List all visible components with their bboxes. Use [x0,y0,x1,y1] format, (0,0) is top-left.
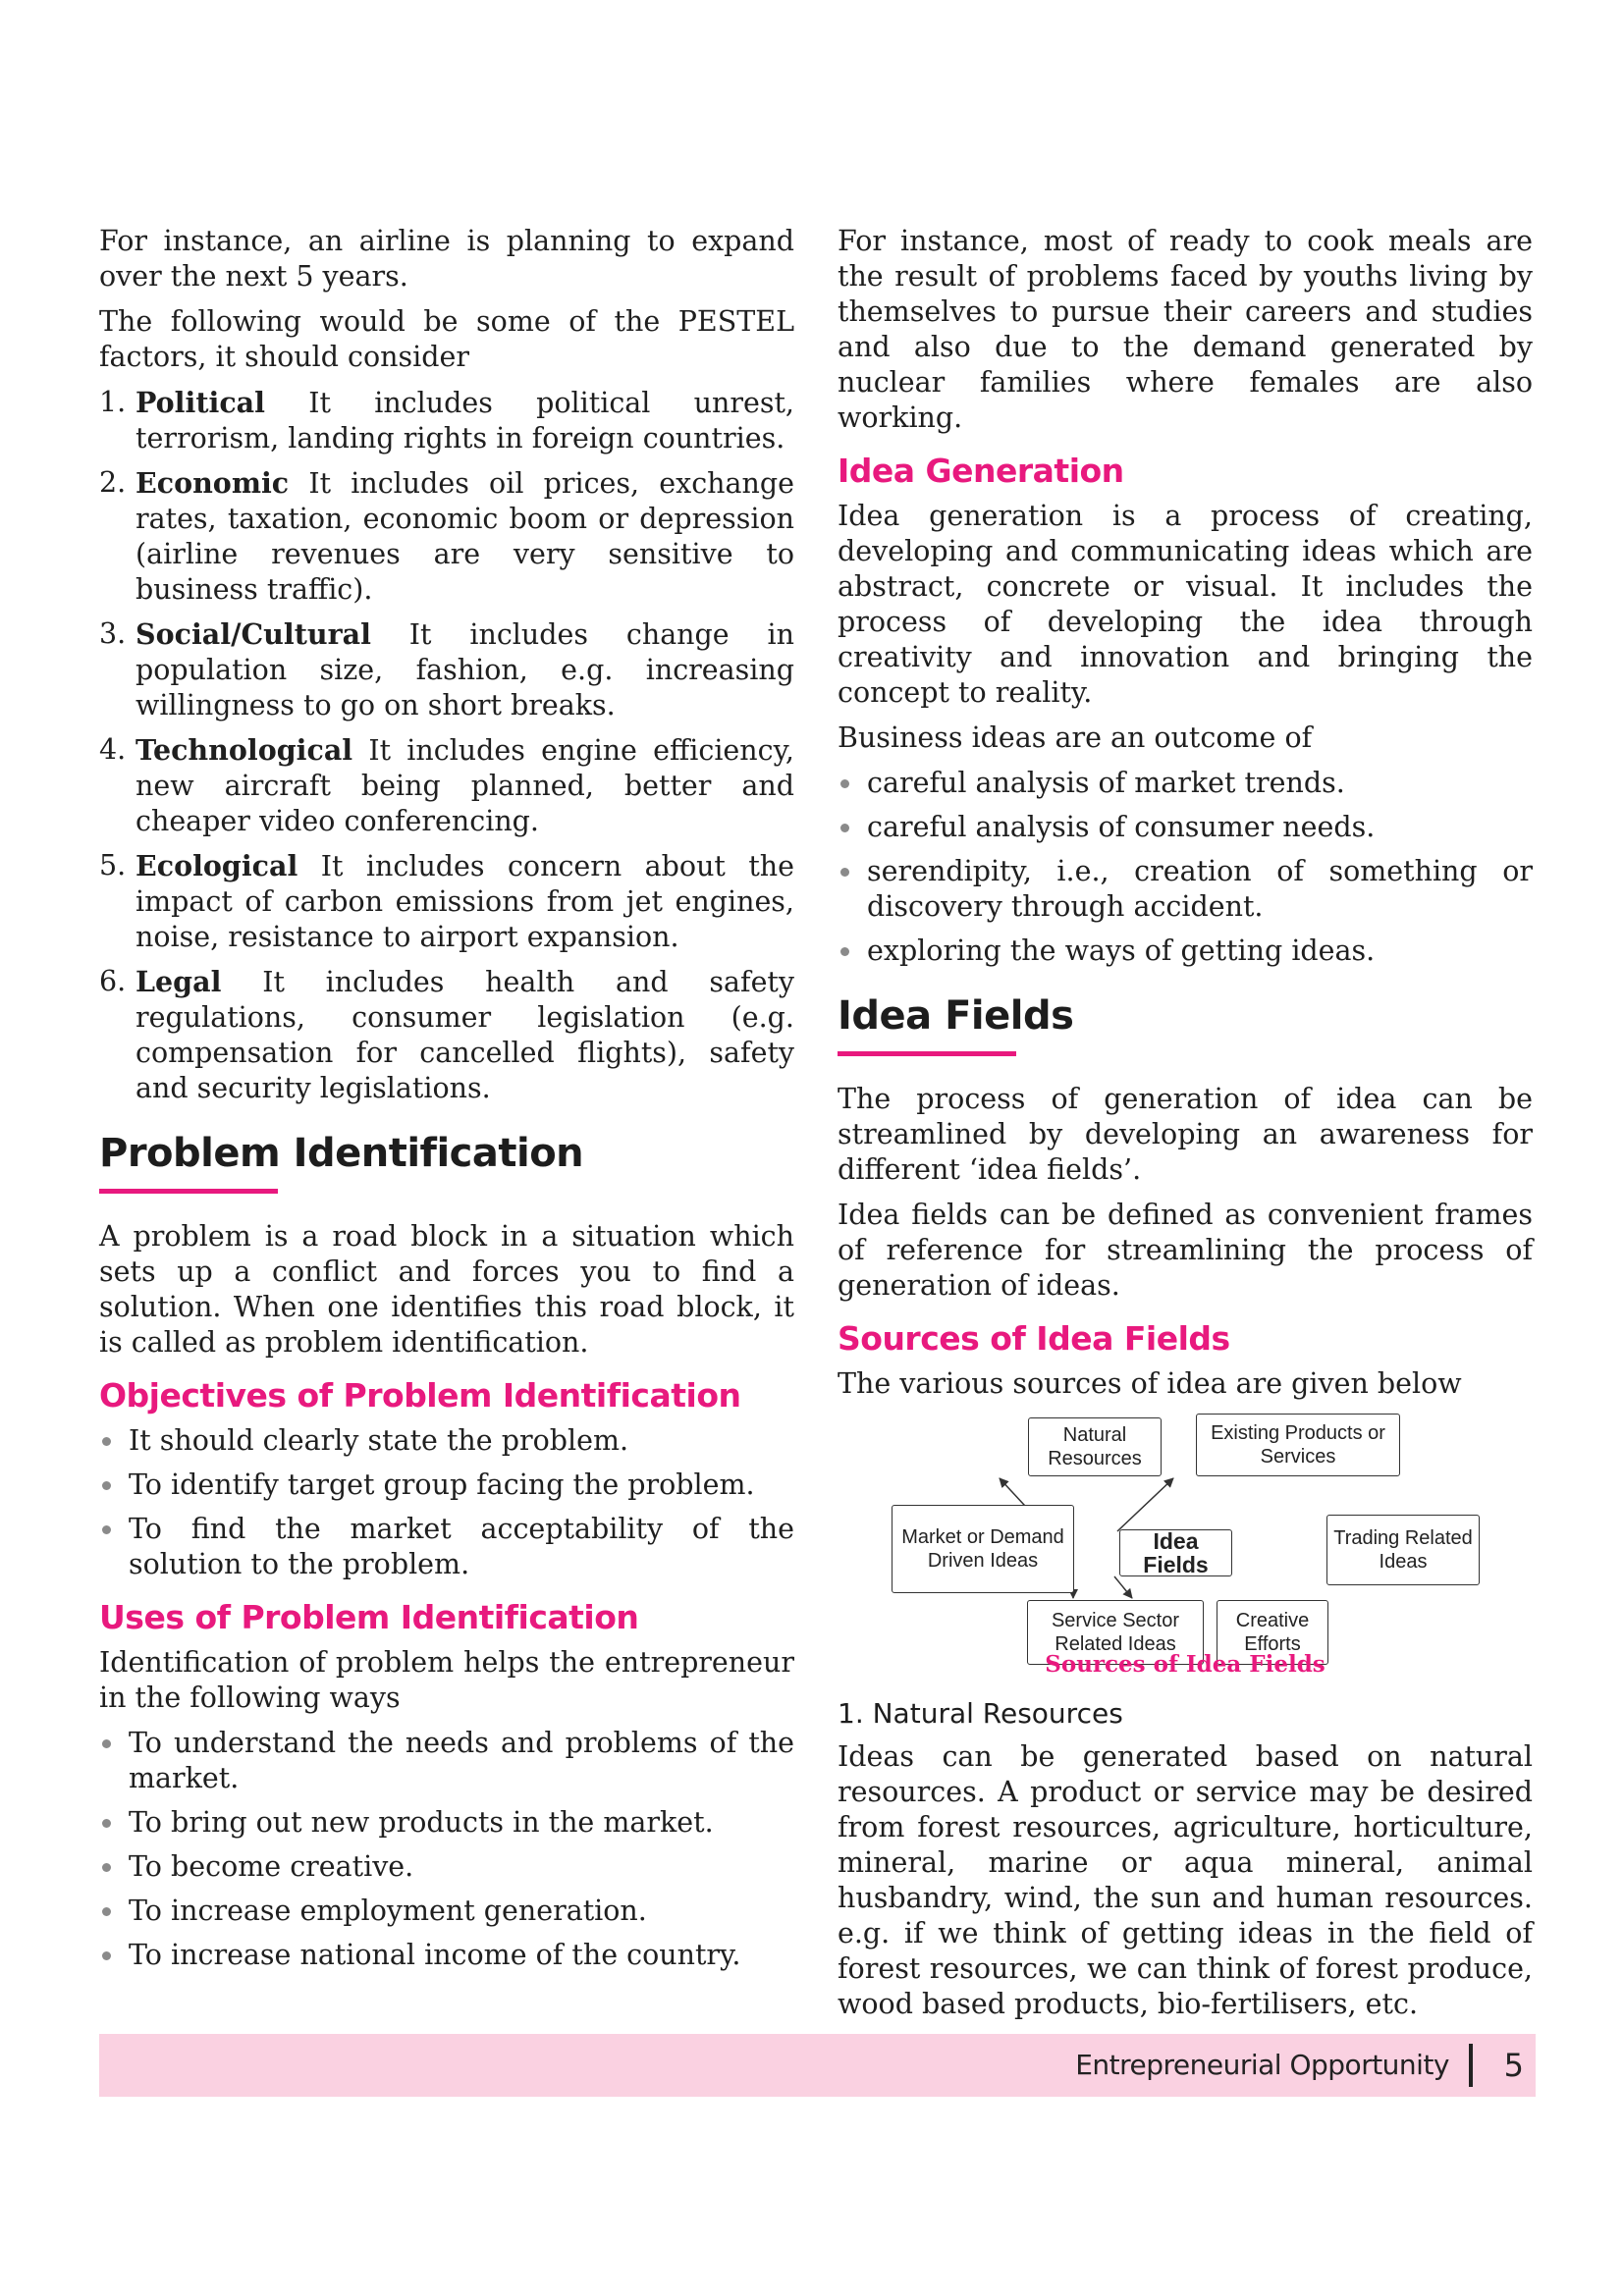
list-term: Social/Cultural [135,617,371,651]
pestel-list [99,385,794,1106]
list-text: It includes engine efficiency, new aircraft being planned, better and cheaper video conferencing. [135,734,794,837]
list-text: It includes oil prices, exchange rates, taxation, economic boom or depression (airline revenues are very sensitive to business traffic). [135,467,794,606]
list-text: It includes political unrest, terrorism, landing rights in foreign countries. [135,387,794,454]
list-number: 1. [99,386,127,418]
list-item [99,848,794,955]
list-item: serendipity, i.e., creation of something or discovery through accident. [838,854,1533,925]
list-item [99,732,794,839]
left-column [99,224,794,1983]
list-text: It includes change in population size, fashion, e.g. increasing willingness to go on short breaks. [135,618,794,721]
objectives-list [99,1423,794,1582]
list-term: Economic [135,466,290,500]
list-item: careful analysis of market trends. [838,766,1533,801]
paragraph: The various sources of idea are given below [838,1367,1462,1400]
list-text: It includes health and safety regulations, consumer legislation (e.g. compensation for cancelled flights), safety and security legislations. [135,966,794,1104]
paragraph: Identification of problem helps the entrepreneur in the following ways [99,1646,794,1714]
list-term: Legal [135,965,222,998]
node-trading-ideas: Trading Related Ideas [1326,1515,1480,1585]
node-creative-efforts: Creative Efforts [1217,1600,1328,1665]
list-term: Technological [135,733,353,767]
heading-underline [99,1189,278,1194]
footer-separator [1469,2044,1473,2087]
list-item: careful analysis of consumer needs. [838,810,1533,845]
list-number: 3. [99,617,127,650]
right-column [838,224,1533,2032]
subsection-heading: Objectives of Problem Identification [99,1376,741,1415]
node-natural-resources: Natural Resources [1028,1417,1162,1476]
subsection-heading: Sources of Idea Fields [838,1319,1230,1358]
page-number: 5 [1503,2047,1524,2084]
diagram-caption: Sources of Idea Fields [1045,1651,1325,1678]
uses-list [99,1726,794,1973]
page-footer [99,2034,1536,2097]
list-item: To understand the needs and problems of the market. [99,1726,794,1796]
section-heading: Problem Identification [99,1131,584,1176]
list-item: To become creative. [99,1849,794,1885]
list-number: 5. [99,849,127,881]
paragraph: Business ideas are an outcome of [838,721,1313,754]
node-service-sector: Service Sector Related Ideas [1027,1600,1204,1665]
list-number: 2. [99,466,127,499]
heading-underline [838,1051,1016,1056]
list-item [99,964,794,1106]
idea-fields-diagram [838,1412,1533,1677]
list-term: Political [135,386,265,419]
footer-title: Entrepreneurial Opportunity [1075,2049,1449,2081]
section-heading: Idea Fields [838,993,1074,1039]
list-item: To find the market acceptability of the solution to the problem. [99,1512,794,1582]
node-idea-fields: Idea Fields [1119,1529,1232,1576]
list-text: It includes concern about the impact of carbon emissions from jet engines, noise, resistance to airport expansion. [135,850,794,953]
list-item [99,465,794,608]
list-item: exploring the ways of getting ideas. [838,934,1533,969]
subsection-heading: Uses of Problem Identification [99,1598,639,1636]
list-number: 4. [99,733,127,766]
paragraph: For instance, most of ready to cook meals are the result of problems faced by youths living by themselves to pursue their careers and studies and also due to the demand generated by nuclear families where females are also working. [838,225,1533,434]
list-term: Ecological [135,849,298,882]
node-existing-products: Existing Products or Services [1196,1414,1400,1476]
arrow-to-existing [1117,1478,1173,1531]
list-item [99,616,794,723]
list-item: To bring out new products in the market. [99,1805,794,1841]
node-market-driven: Market or Demand Driven Ideas [892,1505,1074,1593]
paragraph: Idea generation is a process of creating, developing and communicating ideas which are abstract, concrete or visual. It includes the process of developing the idea through creativity and innovation and bringing the concept to reality. [838,500,1533,709]
list-number: 6. [99,965,127,997]
list-item: To increase employment generation. [99,1894,794,1929]
paragraph: For instance, an airline is planning to expand over the next 5 years. [99,225,794,293]
subsection-heading: Idea Generation [838,452,1124,490]
paragraph: A problem is a road block in a situation which sets up a conflict and forces you to find a solution. When one identifies this road block, it is called as problem identification. [99,1220,794,1359]
list-item: To identify target group facing the problem. [99,1468,794,1503]
paragraph: The following would be some of the PESTEL factors, it should consider [99,305,794,373]
list-item: It should clearly state the problem. [99,1423,794,1459]
list-item: To increase national income of the country. [99,1938,794,1973]
paragraph: Ideas can be generated based on natural resources. A product or service may be desired from forest resources, agriculture, horticulture, mineral, marine or aqua mineral, animal husbandry, wind, the sun and human resources. e.g. if we think of getting ideas in the field of forest resources, we can think of forest produce, wood based products, bio-fertilisers, etc. [838,1740,1533,2020]
subsection-heading: 1. Natural Resources [838,1697,1123,1730]
paragraph: Idea fields can be defined as convenient frames of reference for streamlining the process of generation of ideas. [838,1199,1533,1302]
business-ideas-list [838,766,1533,969]
list-item [99,385,794,456]
arrow-to-creative [1114,1576,1132,1598]
paragraph: The process of generation of idea can be streamlined by developing an awareness for different ‘idea fields’. [838,1083,1533,1186]
